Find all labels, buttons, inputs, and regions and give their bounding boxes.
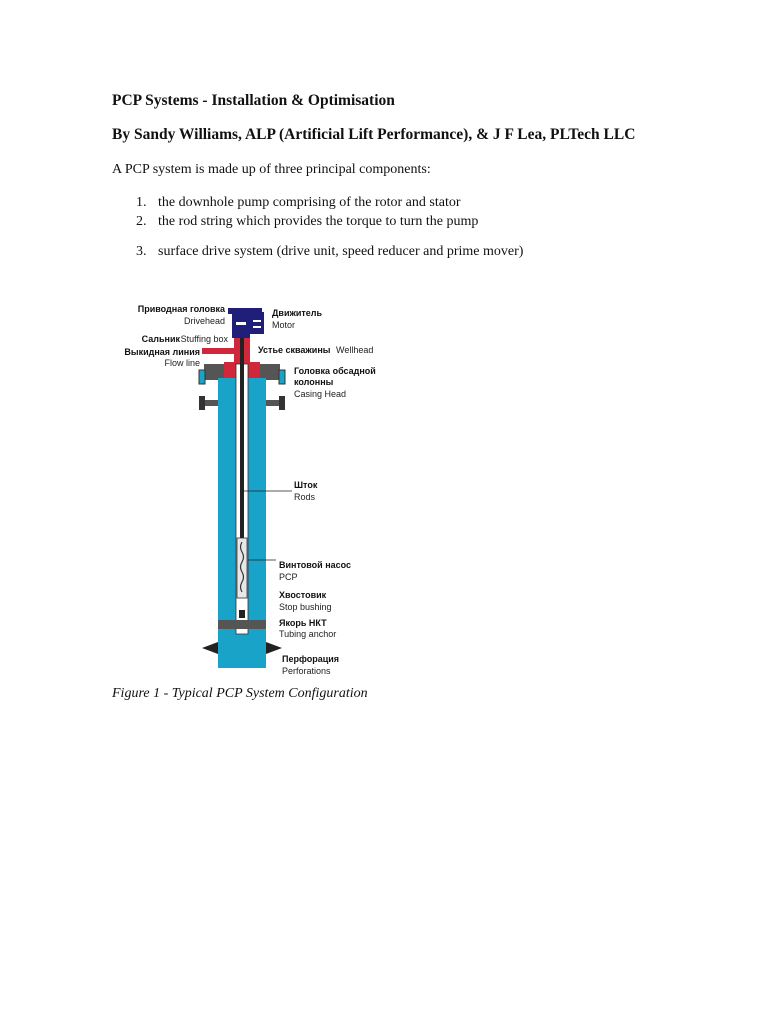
valve-right-lower-end: [279, 396, 285, 410]
label-flowline-ru: Выкидная линия: [124, 347, 200, 357]
tubing-anchor: [218, 620, 266, 629]
label-rods-en: Rods: [294, 492, 316, 502]
label-anchor-en: Tubing anchor: [279, 629, 337, 639]
label-stop-en: Stop bushing: [279, 602, 332, 612]
list-item: [136, 244, 523, 260]
label-casinghead-ru-2: колонны: [294, 377, 334, 387]
list-item-number: 3.: [136, 244, 147, 259]
motor-band: [236, 322, 246, 325]
label-pcp-en: PCP: [279, 572, 298, 582]
list-item: [136, 214, 478, 230]
pcp-system-diagram: [100, 298, 400, 683]
document-authors: By Sandy Williams, ALP (Artificial Lift Performance), & J F Lea, PLTech LLC: [112, 126, 636, 143]
label-drivehead-ru: Приводная головка: [137, 304, 225, 314]
label-perf-en: Perforations: [282, 666, 331, 676]
motor-band-2: [253, 320, 261, 322]
label-flowline-en: Flow line: [164, 358, 200, 368]
label-casinghead-ru-1: Головка обсадной: [294, 366, 376, 376]
perforation-arrow-left: [202, 642, 218, 654]
figure-caption: Figure 1 - Typical PCP System Configuration: [112, 686, 368, 701]
label-wellhead-ru: Устье скважины: [258, 345, 331, 355]
intro-paragraph: A PCP system is made up of three principal components:: [112, 162, 431, 177]
perforation-arrow-right: [266, 642, 282, 654]
label-stuffing-en: Stuffing box: [180, 334, 228, 344]
drivehead-top: [228, 308, 262, 314]
list-item-number: 2.: [136, 214, 147, 229]
label-stuffing-ru: Сальник: [141, 334, 180, 344]
valve-left-upper-end: [199, 370, 205, 384]
stop-bushing: [239, 610, 245, 618]
label-motor-en: Motor: [272, 320, 296, 330]
list-item-text: surface drive system (drive unit, speed reducer and prime mover): [158, 244, 524, 259]
label-pcp-ru: Винтовой насос: [279, 560, 352, 570]
label-perf-ru: Перфорация: [282, 654, 340, 664]
label-casinghead-en: Casing Head: [294, 389, 347, 399]
pcp-pump: [237, 538, 247, 598]
valve-left-lower-end: [199, 396, 205, 410]
label-motor-ru: Движитель: [272, 308, 323, 318]
list-item-number: 1.: [136, 195, 147, 210]
label-anchor-ru: Якорь НКТ: [279, 618, 327, 628]
list-item: [136, 195, 461, 211]
label-rods-ru: Шток: [294, 480, 318, 490]
label-wellhead-en: Wellhead: [336, 345, 374, 355]
label-stop-ru: Хвостовик: [279, 590, 327, 600]
document-title: PCP Systems - Installation & Optimisation: [112, 92, 395, 109]
motor: [250, 312, 264, 334]
motor-band-3: [253, 326, 261, 328]
list-item-text: the downhole pump comprising of the rotor and stator: [158, 195, 461, 210]
valve-right-upper-end: [279, 370, 285, 384]
label-drivehead-en: Drivehead: [183, 316, 225, 326]
list-item-text: the rod string which provides the torque to turn the pump: [158, 214, 479, 229]
